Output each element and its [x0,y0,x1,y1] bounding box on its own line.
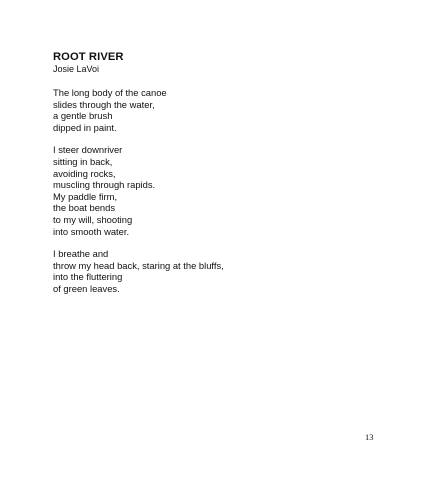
poem-line: sitting in back, [53,155,113,167]
poem-line: into smooth water. [53,225,130,237]
poem-line: into the fluttering [53,271,123,283]
poem-line: muscling through rapids. [53,179,156,191]
poem-author: Josie LaVoi [53,64,100,74]
poem-line: a gentle brush [53,110,113,122]
page-number: 13 [365,432,374,442]
poem-line: to my will, shooting [53,213,133,225]
poem-line: the boat bends [53,202,116,214]
poem-line: of green leaves. [53,282,120,294]
poem-line: My paddle firm, [53,190,118,202]
poem-line: I breathe and [53,248,109,260]
poem-line: slides through the water, [53,98,155,110]
poem-line: dipped in paint. [53,121,117,133]
stanza-3 [53,248,383,294]
poem-line: avoiding rocks, [53,167,116,179]
poem-line: The long body of the canoe [53,87,167,98]
stanza-2 [53,144,383,237]
poem-line: I steer downriver [53,144,123,156]
poem [53,51,383,306]
stanza-1 [53,87,383,133]
poem-title: ROOT RIVER [53,51,124,63]
poem-line: throw my head back, staring at the bluffs, [53,259,224,271]
